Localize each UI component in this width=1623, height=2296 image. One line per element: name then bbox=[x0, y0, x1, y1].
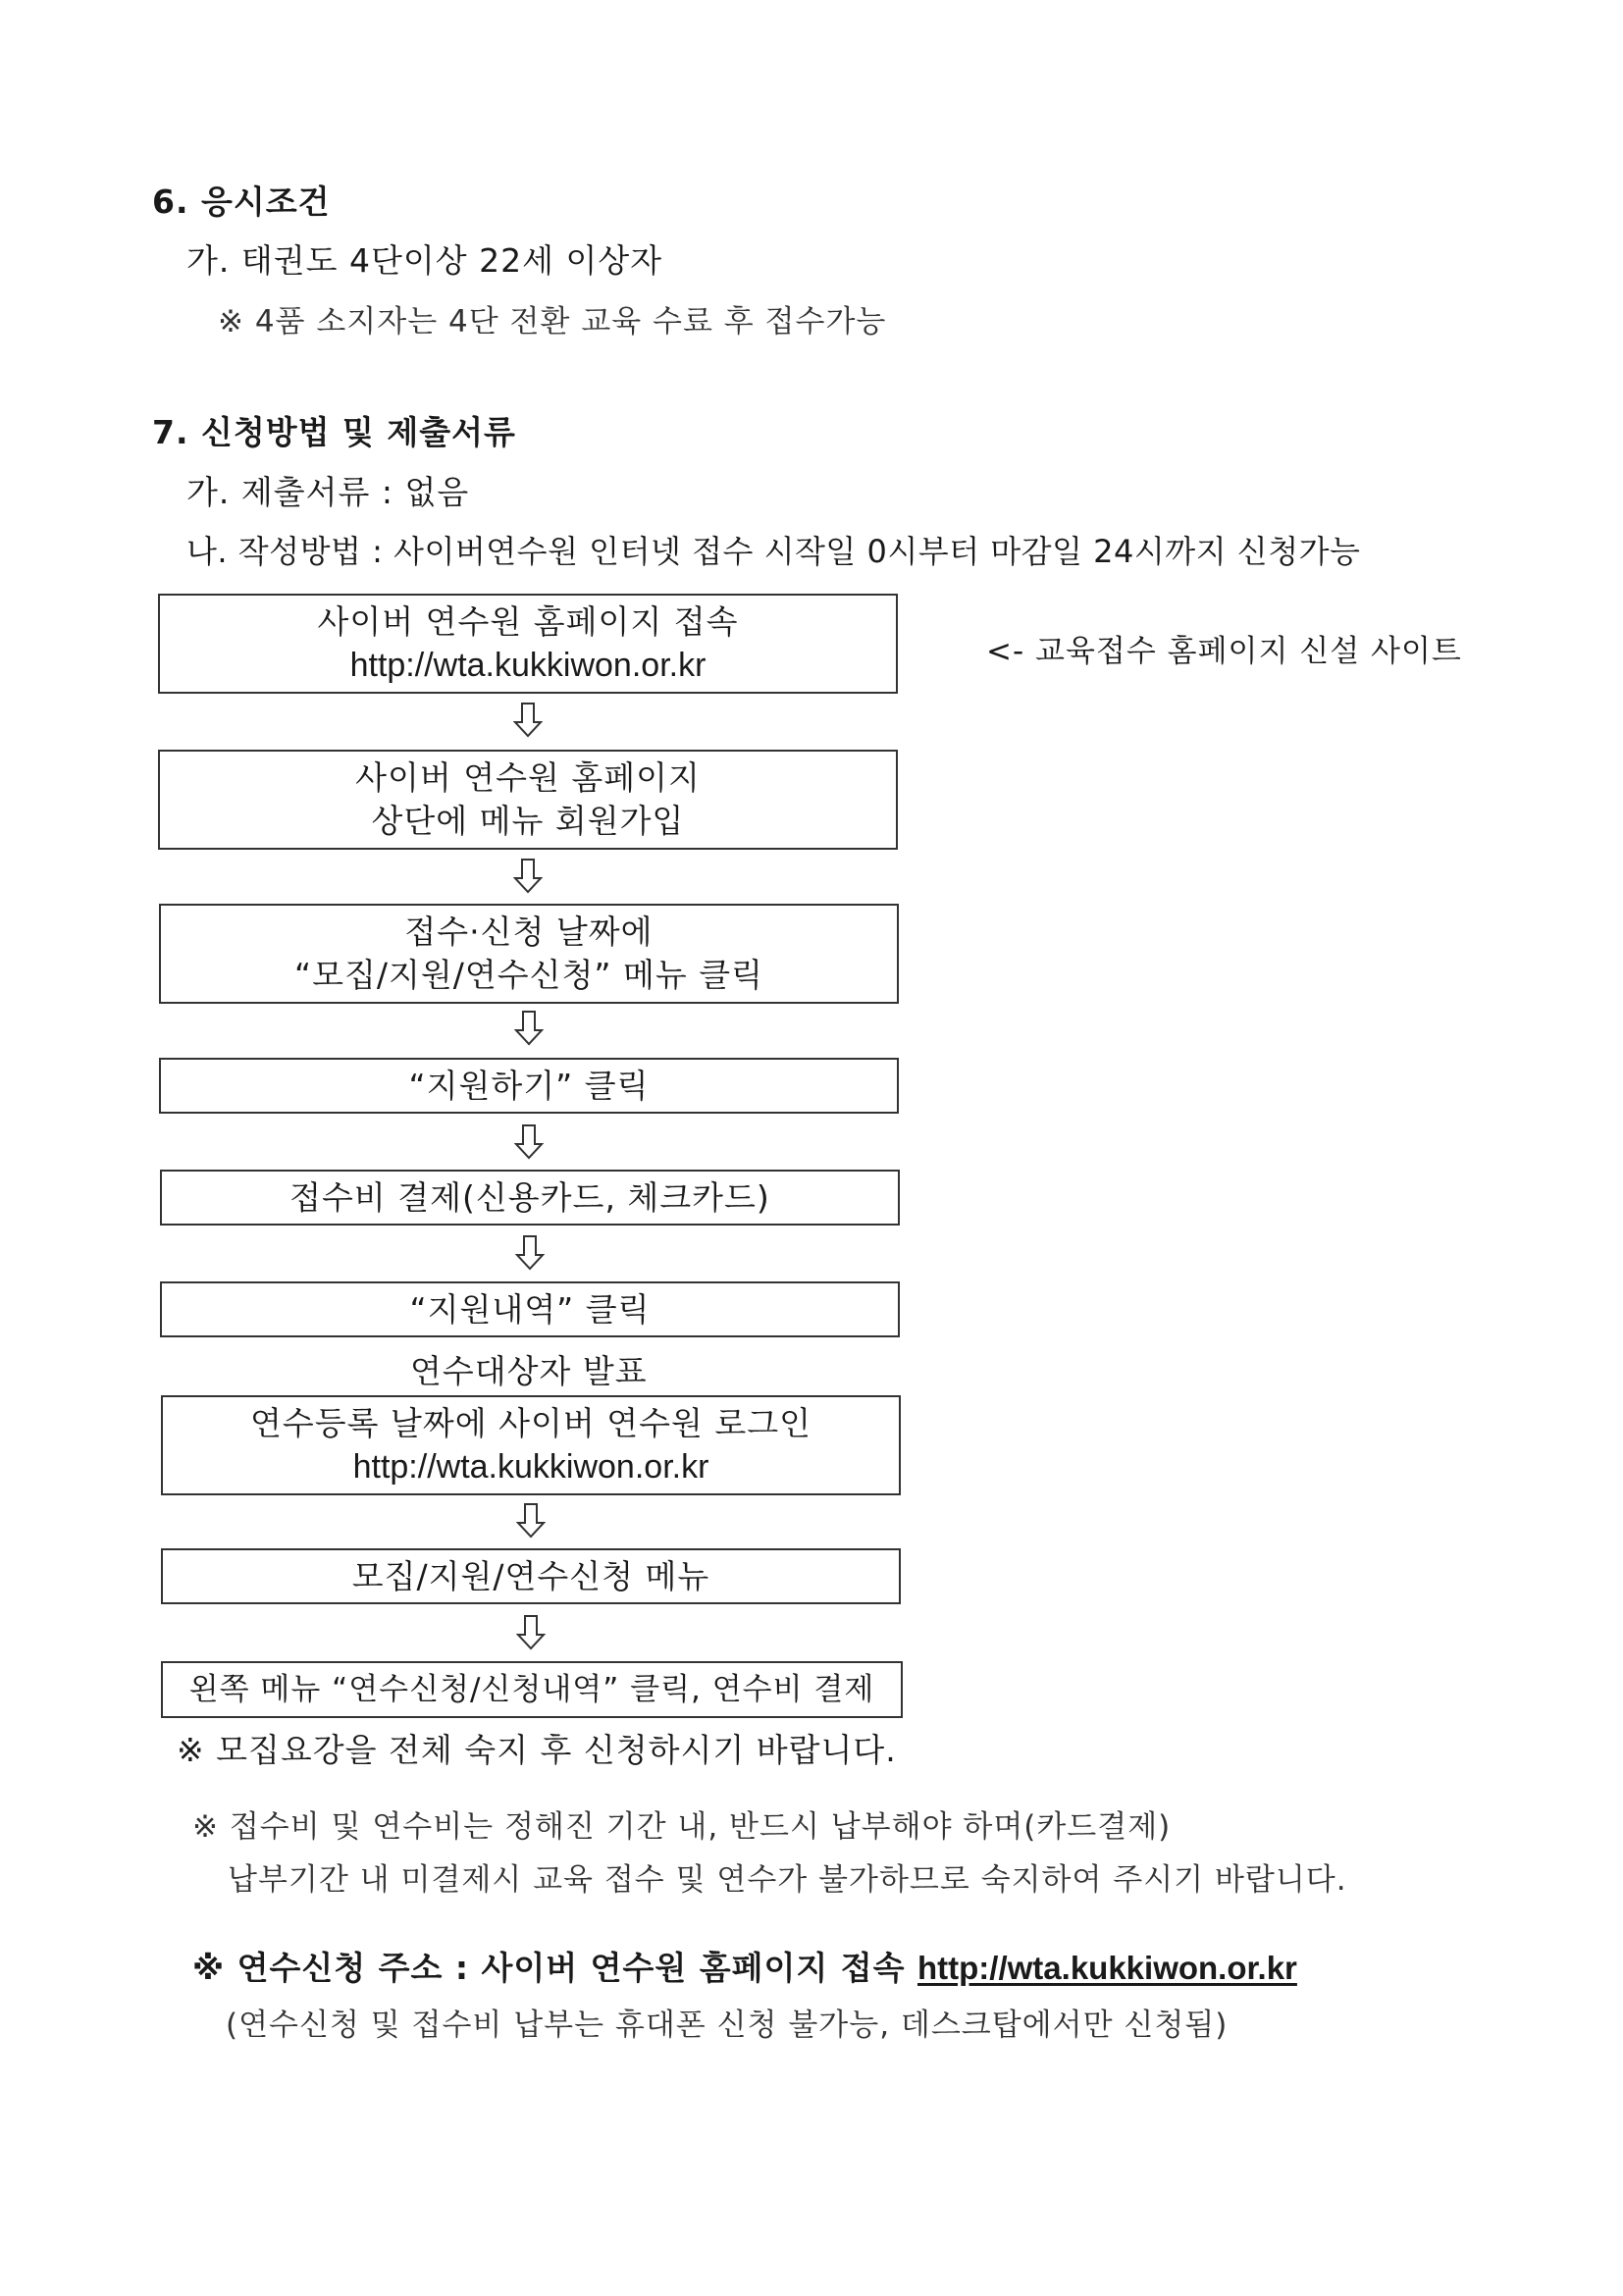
section7-item-na: 나. 작성방법 : 사이버연수원 인터넷 접수 시작일 0시부터 마감일 24시까지 신청가능 bbox=[186, 533, 1361, 570]
down-arrow-icon bbox=[514, 1124, 544, 1160]
section7-heading: 7. 신청방법 및 제출서류 bbox=[152, 413, 516, 451]
flow-step-connect-url: http://wta.kukkiwon.or.kr bbox=[349, 647, 707, 684]
flow-announcement: 연수대상자 발표 bbox=[410, 1352, 648, 1390]
section6-heading: 6. 응시조건 bbox=[152, 183, 331, 221]
note-address-label: ※ 연수신청 주소 : 사이버 연수원 홈페이지 접속 bbox=[192, 1949, 906, 1987]
flow-step-signup-line1: 사이버 연수원 홈페이지 bbox=[355, 758, 701, 797]
flow-step-connect bbox=[158, 594, 898, 694]
flow-step-history-label: “지원내역” 클릭 bbox=[409, 1289, 651, 1329]
flow-step-apply-label: “지원하기” 클릭 bbox=[408, 1066, 650, 1105]
flow-step-menu-click bbox=[159, 904, 899, 1004]
note-address bbox=[192, 1943, 1297, 1989]
flow-step-login bbox=[161, 1395, 901, 1495]
flow-step-training-menu-label: 모집/지원/연수신청 메뉴 bbox=[351, 1556, 710, 1595]
down-arrow-icon bbox=[515, 1235, 545, 1271]
flow-step-training-menu bbox=[161, 1548, 901, 1604]
flow-step-menu-click-line2: “모집/지원/연수신청” 메뉴 클릭 bbox=[294, 956, 763, 994]
flow-step-login-line1: 연수등록 날짜에 사이버 연수원 로그인 bbox=[249, 1404, 812, 1442]
note-payment-line2: 납부기간 내 미결제시 교육 접수 및 연수가 불가하므로 숙지하여 주시기 바랍니다. bbox=[228, 1862, 1347, 1898]
down-arrow-icon bbox=[516, 1615, 546, 1650]
flow-step-training-payment-label: 왼쪽 메뉴 “연수신청/신청내역” 클릭, 연수비 결제 bbox=[188, 1672, 875, 1707]
note-read-all: ※ 모집요강을 전체 숙지 후 신청하시기 바랍니다. bbox=[177, 1731, 897, 1769]
section6-note: ※ 4품 소지자는 4단 전환 교육 수료 후 접수가능 bbox=[218, 304, 887, 339]
flow-step-signup bbox=[158, 750, 898, 850]
down-arrow-icon bbox=[513, 859, 543, 894]
flow-step-history bbox=[160, 1281, 900, 1337]
flow-step-fee-payment-label: 접수비 결제(신용카드, 체크카드) bbox=[289, 1177, 770, 1217]
flow-step-signup-line2: 상단에 메뉴 회원가입 bbox=[371, 802, 685, 840]
section7-item-ga: 가. 제출서류 : 없음 bbox=[186, 473, 470, 511]
flow-step-login-url: http://wta.kukkiwon.or.kr bbox=[352, 1448, 709, 1486]
flow-step-connect-title: 사이버 연수원 홈페이지 접속 bbox=[317, 602, 739, 641]
down-arrow-icon bbox=[514, 1011, 544, 1046]
note-address-link[interactable]: http://wta.kukkiwon.or.kr bbox=[917, 1950, 1297, 1986]
down-arrow-icon bbox=[513, 703, 543, 738]
note-mobile: (연수신청 및 접수비 납부는 휴대폰 신청 불가능, 데스크탑에서만 신청됨) bbox=[226, 2008, 1229, 2043]
flow-side-note: <- 교육접수 홈페이지 신설 사이트 bbox=[986, 634, 1462, 669]
flow-step-menu-click-line1: 접수·신청 날짜에 bbox=[404, 913, 654, 951]
down-arrow-icon bbox=[516, 1503, 546, 1539]
note-payment-line1: ※ 접수비 및 연수비는 정해진 기간 내, 반드시 납부해야 하며(카드결제) bbox=[192, 1809, 1172, 1845]
flow-step-apply bbox=[159, 1058, 899, 1114]
flow-step-training-payment bbox=[161, 1661, 903, 1718]
section6-item-ga: 가. 태권도 4단이상 22세 이상자 bbox=[186, 241, 663, 280]
flow-step-fee-payment bbox=[160, 1170, 900, 1226]
